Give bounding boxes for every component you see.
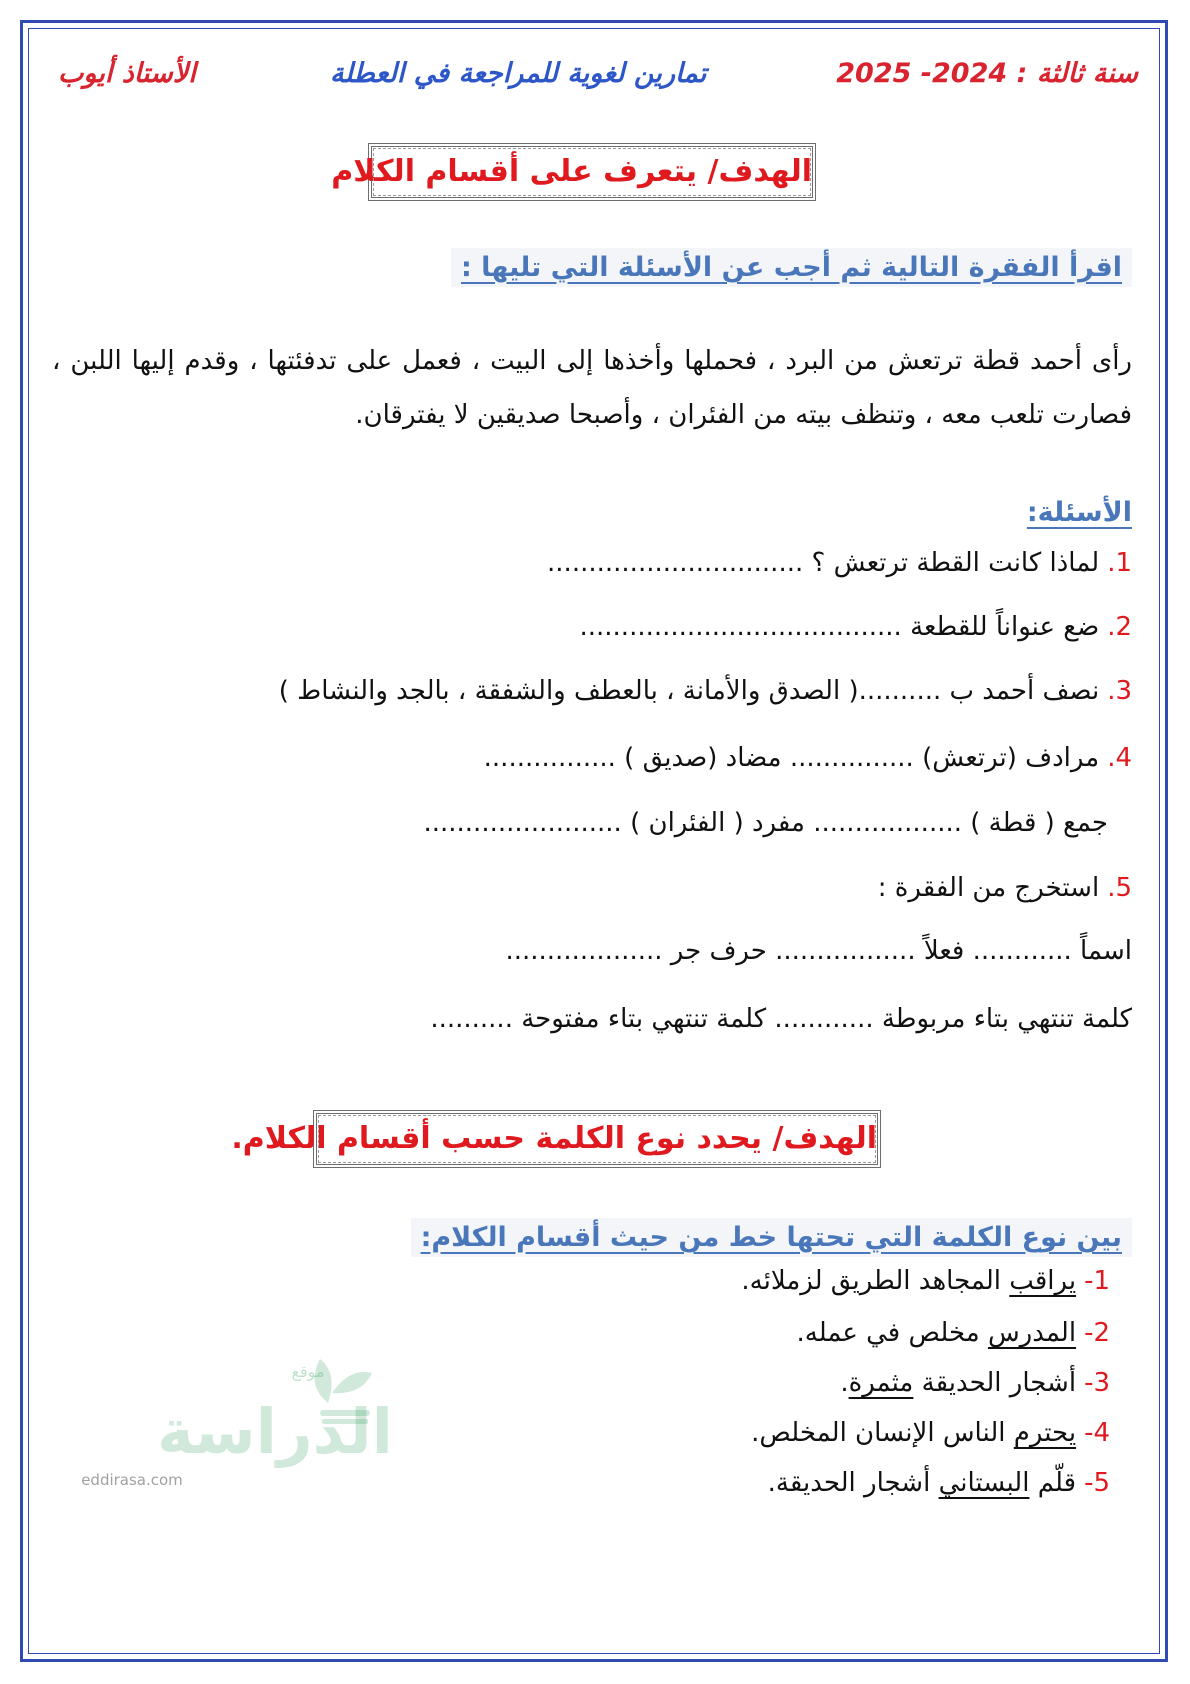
question-number: 2. xyxy=(1107,612,1132,642)
questions-title: الأسئلة: xyxy=(1026,497,1132,528)
underlined-word: مثمرة xyxy=(848,1368,914,1398)
goal-text-2: الهدف/ يحدد نوع الكلمة حسب أقسام الكلام. xyxy=(231,1121,877,1156)
level-year: سنة ثالثة : 2024- 2025 xyxy=(836,58,1138,89)
leaf-icon xyxy=(332,1372,372,1393)
watermark-url: eddirasa.com xyxy=(81,1471,183,1489)
sentence-5 xyxy=(768,1468,1110,1498)
question-text: اسماً ............ فعلاً ................. حرف جر ................... xyxy=(505,936,1132,966)
worksheet-title: تمارين لغوية للمراجعة في العطلة xyxy=(330,58,707,89)
sentence-3 xyxy=(840,1368,1110,1398)
question-text: لماذا كانت القطة ترتعش ؟ ............................... xyxy=(547,548,1100,578)
question-4 xyxy=(484,743,1132,773)
question-text: ضع عنواناً للقطعة ....................................... xyxy=(579,612,1100,642)
question-5 xyxy=(878,873,1132,903)
question-text: كلمة تنتهي بتاء مربوطة ............ كلمة تنتهي بتاء مفتوحة .......... xyxy=(430,1004,1132,1034)
sentence-number: 5- xyxy=(1084,1468,1110,1498)
site-logo-watermark xyxy=(70,1355,400,1495)
question-number: 4. xyxy=(1107,743,1132,773)
sentence-rest: . xyxy=(840,1368,849,1398)
question-1 xyxy=(547,548,1132,578)
question-text: مرادف (ترتعش) ............... مضاد (صديق ) ................ xyxy=(483,743,1100,773)
goal-box-2 xyxy=(231,1110,881,1168)
question-text: جمع ( قطة ) .................. مفرد ( الفئران ) ........................ xyxy=(423,808,1108,838)
section-title-parts-of-speech: بين نوع الكلمة التي تحتها خط من حيث أقسام الكلام: xyxy=(411,1218,1132,1257)
sentence-lead: أشجار الحديقة xyxy=(913,1368,1077,1398)
section-title-reading: اقرأ الفقرة التالية ثم أجب عن الأسئلة التي تليها : xyxy=(451,248,1132,287)
sentence-2 xyxy=(797,1318,1110,1348)
question-4-b xyxy=(423,808,1108,838)
teacher-name: الأستاذ أيوب xyxy=(58,58,196,89)
question-number: 1. xyxy=(1107,548,1132,578)
underlined-word: يراقب xyxy=(1009,1266,1077,1296)
question-2 xyxy=(579,612,1132,642)
question-3 xyxy=(279,676,1132,706)
sentence-number: 1- xyxy=(1084,1266,1110,1296)
goal-text-1: الهدف/ يتعرف على أقسام الكلام xyxy=(331,154,812,189)
question-number: 5. xyxy=(1107,873,1132,903)
sentence-rest: مخلص في عمله. xyxy=(796,1318,988,1348)
question-text: استخرج من الفقرة : xyxy=(877,873,1100,903)
sentence-rest: المجاهد الطريق لزملائه. xyxy=(741,1266,1010,1296)
sentence-number: 2- xyxy=(1084,1318,1110,1348)
question-5-b xyxy=(430,1004,1132,1034)
underlined-word: البستاني xyxy=(938,1468,1030,1498)
watermark-prefix: موقع xyxy=(291,1362,325,1381)
sentence-rest: الناس الإنسان المخلص. xyxy=(751,1418,1014,1448)
goal-box-1 xyxy=(331,143,816,201)
sentence-number: 4- xyxy=(1084,1418,1110,1448)
underlined-word: يحترم xyxy=(1013,1418,1077,1448)
sentence-1 xyxy=(741,1266,1110,1296)
watermark-brand: الدراسة xyxy=(157,1395,393,1468)
question-text: نصف أحمد ب ..........( الصدق والأمانة ، بالعطف والشفقة ، بالجد والنشاط ) xyxy=(278,676,1100,706)
sentence-4 xyxy=(751,1418,1110,1448)
sentence-lead: قلّم xyxy=(1029,1468,1077,1498)
sentence-number: 3- xyxy=(1084,1368,1110,1398)
question-number: 3. xyxy=(1107,676,1132,706)
reading-paragraph: رأى أحمد قطة ترتعش من البرد ، فحملها وأخذها إلى البيت ، فعمل على تدفئتها ، وقدم إليها اللبن ، فصارت تلعب معه ، وتنظف بيته من الفئران ، وأصبحا صديقين لا يفترقان. xyxy=(52,346,1132,430)
sentence-rest: أشجار الحديقة. xyxy=(767,1468,939,1498)
underlined-word: المدرس xyxy=(987,1318,1077,1348)
question-5-a xyxy=(505,936,1132,966)
